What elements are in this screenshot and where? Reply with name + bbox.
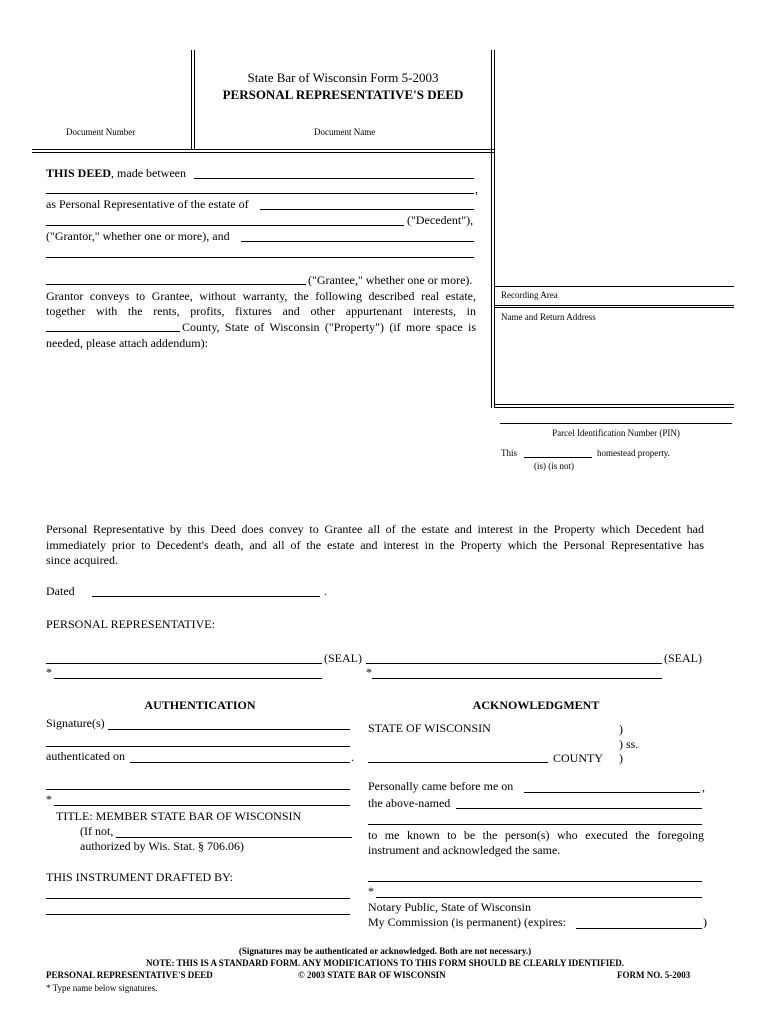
authenticator-name-field[interactable] — [54, 805, 350, 806]
homestead-label: homestead property. — [597, 448, 670, 458]
authenticated-on-label: authenticated on — [46, 749, 125, 763]
pr-name-field-2[interactable] — [372, 678, 662, 679]
drafted-by-field-2[interactable] — [46, 914, 350, 915]
dated-period: . — [324, 584, 327, 598]
if-not-field[interactable] — [116, 837, 352, 838]
grantor-name-field-2[interactable] — [46, 193, 474, 194]
drafted-by-field-1[interactable] — [46, 898, 350, 899]
homestead-this-label: This — [501, 448, 518, 458]
notary-asterisk: * — [368, 884, 374, 898]
county-paren: ) — [619, 751, 623, 765]
above-named-label: the above-named — [368, 796, 451, 810]
authentication-heading: AUTHENTICATION — [144, 698, 256, 712]
notary-public-label: Notary Public, State of Wisconsin — [368, 900, 531, 914]
header-left-rule — [191, 50, 192, 150]
pr-name-asterisk-1: * — [46, 665, 52, 679]
form-title: State Bar of Wisconsin Form 5-2003 — [247, 70, 439, 85]
grantor-text: ("Grantor," whether one or more), and — [46, 229, 230, 243]
grantee-name-field-1[interactable] — [241, 241, 474, 242]
authenticated-period: . — [351, 750, 354, 764]
grantee-name-field-2[interactable] — [46, 257, 474, 258]
pin-label: Parcel Identification Number (PIN) — [552, 428, 680, 438]
notary-signature-field[interactable] — [368, 881, 702, 882]
title-member-label: TITLE: MEMBER STATE BAR OF WISCONSIN — [56, 809, 302, 823]
footer-form-number: FORM NO. 5-2003 — [617, 970, 691, 980]
conveyance-line-3: since acquired. — [46, 553, 118, 567]
grantee-text: ("Grantee," whether one or more). — [308, 273, 473, 287]
conveys-line-2: together with the rents, profits, fixtures and other appurtenant interests, in — [46, 304, 476, 318]
name-return-label: Name and Return Address — [501, 312, 596, 322]
known-line-2: instrument and acknowledged the same. — [368, 843, 561, 857]
pr-signature-field-2[interactable] — [366, 663, 662, 664]
came-before-label: Personally came before me on — [368, 779, 514, 793]
pin-field[interactable] — [500, 423, 732, 424]
header-right-rule-2 — [494, 50, 495, 408]
drafted-by-label: THIS INSTRUMENT DRAFTED BY: — [46, 870, 234, 884]
conveys-line-1: Grantor conveys to Grantee, without warranty, the following described real estate, — [46, 289, 476, 303]
header-bottom-rule — [32, 149, 494, 150]
state-of-wisconsin-label: STATE OF WISCONSIN — [368, 721, 491, 735]
made-between-text: , made between — [111, 166, 186, 180]
state-paren: ) — [619, 722, 623, 736]
recording-area-top-rule — [494, 286, 734, 287]
county-label: COUNTY — [553, 751, 603, 765]
county-line-text: County, State of Wisconsin ("Property") (if more space is — [182, 320, 476, 334]
above-named-field[interactable] — [456, 808, 702, 809]
commission-expires-field[interactable] — [576, 928, 702, 929]
seal-label-2: (SEAL) — [664, 651, 702, 665]
grantor-field-comma: , — [475, 182, 478, 196]
header-bottom-rule-2 — [32, 152, 494, 153]
authenticator-signature-field[interactable] — [46, 789, 350, 790]
signatures-field-2[interactable] — [46, 746, 350, 747]
came-before-date-field[interactable] — [524, 792, 700, 793]
addendum-text: needed, please attach addendum): — [46, 336, 208, 350]
this-deed-line — [46, 166, 186, 181]
document-number-label: Document Number — [66, 127, 136, 137]
personal-representative-label: PERSONAL REPRESENTATIVE: — [46, 617, 215, 631]
is-not-label: (is) (is not) — [534, 461, 574, 471]
signatures-field[interactable] — [108, 729, 350, 730]
above-named-field-2[interactable] — [368, 824, 702, 825]
grantee-name-field-3[interactable] — [46, 284, 306, 285]
notary-name-field[interactable] — [376, 897, 702, 898]
this-deed-bold: THIS DEED — [46, 166, 112, 180]
header-right-rule — [491, 50, 492, 408]
conveyance-line-2: immediately prior to Decedent's death, and all of the estate and interest in the Property which the Personal Representative has — [46, 538, 704, 552]
recording-area-label: Recording Area — [501, 290, 558, 300]
authenticator-asterisk: * — [46, 792, 52, 806]
came-before-comma: , — [702, 780, 705, 794]
deed-title: PERSONAL REPRESENTATIVE'S DEED — [222, 87, 464, 102]
signatures-label: Signature(s) — [46, 716, 105, 730]
name-return-bottom-rule — [494, 404, 734, 405]
decedent-text: ("Decedent"), — [407, 213, 474, 227]
dated-field[interactable] — [92, 596, 320, 597]
if-not-label: (If not, — [80, 824, 114, 838]
pr-name-field-1[interactable] — [54, 678, 322, 679]
as-personal-rep-text: as Personal Representative of the estate of — [46, 197, 249, 211]
conveyance-line-1: Personal Representative by this Deed does convey to Grantee all of the estate and interest in the Property which Decedent had — [46, 522, 704, 536]
name-return-top-rule-2 — [494, 307, 734, 308]
known-line-1: to me known to be the person(s) who executed the foregoing — [368, 828, 704, 842]
pr-signature-field-1[interactable] — [46, 663, 322, 664]
ss-label: ) ss. — [619, 737, 639, 751]
commission-close: ) — [703, 915, 707, 929]
county-field[interactable] — [46, 331, 180, 332]
footer-note-2: NOTE: THIS IS A STANDARD FORM. ANY MODIFICATIONS TO THIS FORM SHOULD BE CLEARLY IDENTIFIED. — [145, 958, 625, 968]
footer-deed-name: PERSONAL REPRESENTATIVE'S DEED — [46, 970, 213, 980]
commission-label: My Commission (is permanent) (expires: — [368, 915, 566, 929]
authenticated-on-field[interactable] — [130, 762, 350, 763]
grantor-name-field-1[interactable] — [194, 178, 474, 179]
estate-of-field-2[interactable] — [46, 225, 404, 226]
seal-label-1: (SEAL) — [324, 651, 362, 665]
pr-name-asterisk-2: * — [366, 665, 372, 679]
footer-note-1: (Signatures may be authenticated or acknowledged. Both are not necessary.) — [238, 946, 532, 956]
name-return-bottom-rule-2 — [494, 407, 734, 408]
authorized-label: authorized by Wis. Stat. § 706.06) — [80, 839, 244, 853]
name-return-top-rule — [494, 305, 734, 306]
footer-copyright: © 2003 STATE BAR OF WISCONSIN — [298, 970, 446, 980]
homestead-field[interactable] — [524, 457, 592, 458]
acknowledgment-heading: ACKNOWLEDGMENT — [472, 698, 600, 712]
county-name-field[interactable] — [368, 762, 548, 763]
estate-of-field-1[interactable] — [260, 209, 474, 210]
footer-type-name-note: * Type name below signatures. — [46, 983, 158, 993]
document-name-label: Document Name — [314, 127, 376, 137]
dated-label: Dated — [46, 584, 75, 598]
